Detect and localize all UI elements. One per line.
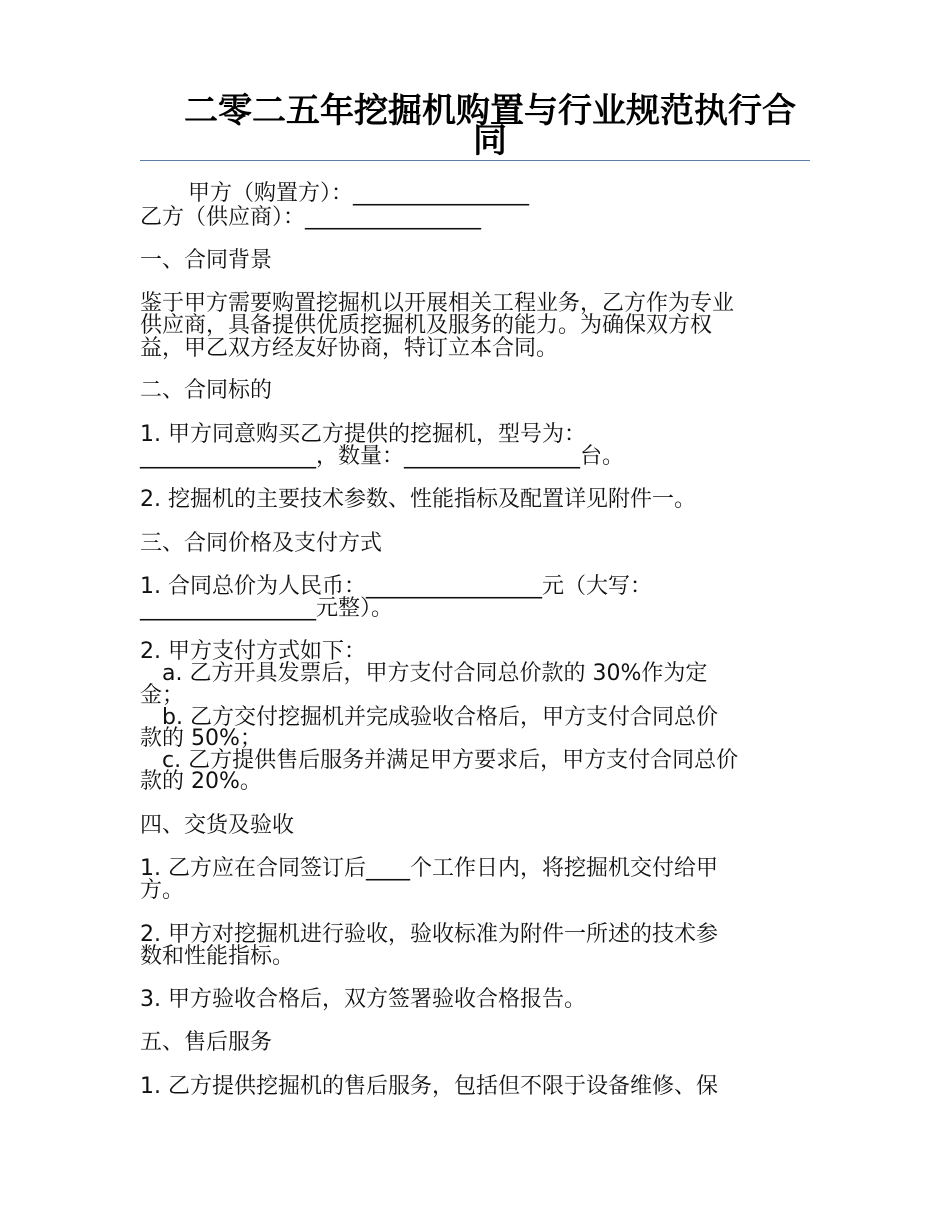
section-1-paragraph-line-3: 益，甲乙双方经友好协商，特订立本合同。 bbox=[140, 336, 559, 361]
section-3-item-1-line-2: ________________元整）。 bbox=[140, 596, 394, 621]
section-1-paragraph-line-2: 供应商，具备提供优质挖掘机及服务的能力。为确保双方权 bbox=[140, 313, 713, 338]
section-3-item-b-line-1: b. 乙方交付挖掘机并完成验收合格后，甲方支付合同总价 bbox=[162, 705, 718, 730]
section-4-item-2-line-1: 2. 甲方对挖掘机进行验收，验收标准为附件一所述的技术参 bbox=[140, 922, 718, 947]
title-line-1: 二零二五年挖掘机购置与行业规范执行合 bbox=[184, 91, 796, 131]
section-4-item-1-line-2: 方。 bbox=[140, 878, 185, 903]
section-4-item-2-line-2: 数和性能指标。 bbox=[140, 944, 295, 969]
section-2-item-1-line-2: ________________，数量：________________台。 bbox=[140, 444, 625, 469]
section-2-item-2: 2. 挖掘机的主要技术参数、性能指标及配置详见附件一。 bbox=[140, 487, 696, 512]
section-3-item-b-line-2: 款的 50%； bbox=[140, 726, 262, 751]
section-3-item-a-line-1: a. 乙方开具发票后，甲方支付合同总价款的 30%作为定 bbox=[162, 661, 708, 686]
section-1-paragraph-line-1: 鉴于甲方需要购置挖掘机以开展相关工程业务，乙方作为专业 bbox=[140, 291, 735, 316]
section-3-item-c-line-2: 款的 20%。 bbox=[140, 769, 262, 794]
section-3-item-1-line-1: 1. 合同总价为人民币：________________元（大写： bbox=[140, 574, 652, 599]
document-title bbox=[140, 91, 810, 161]
section-4-heading: 四、交货及验收 bbox=[140, 813, 295, 838]
section-4-item-3: 3. 甲方验收合格后，双方签署验收合格报告。 bbox=[140, 987, 586, 1012]
section-3-item-c-line-1: c. 乙方提供售后服务并满足甲方要求后，甲方支付合同总价 bbox=[162, 748, 739, 773]
section-2-heading: 二、合同标的 bbox=[140, 378, 273, 403]
section-2-item-1-line-1: 1. 甲方同意购买乙方提供的挖掘机，型号为： bbox=[140, 422, 586, 447]
party-a-line: 甲方（购置方）：________________ bbox=[188, 181, 530, 206]
title-divider bbox=[140, 160, 810, 161]
section-3-item-2: 2. 甲方支付方式如下： bbox=[140, 639, 366, 664]
title-line-2: 同 bbox=[473, 121, 507, 161]
section-3-heading: 三、合同价格及支付方式 bbox=[140, 531, 383, 556]
party-b-line: 乙方（供应商）：________________ bbox=[140, 205, 482, 230]
section-5-heading: 五、售后服务 bbox=[140, 1030, 273, 1055]
section-5-item-1-line-1: 1. 乙方提供挖掘机的售后服务，包括但不限于设备维修、保 bbox=[140, 1074, 718, 1099]
section-1-heading: 一、合同背景 bbox=[140, 248, 273, 273]
section-3-item-a-line-2: 金； bbox=[140, 683, 185, 708]
section-4-item-1-line-1: 1. 乙方应在合同签订后____个工作日内，将挖掘机交付给甲 bbox=[140, 856, 718, 881]
